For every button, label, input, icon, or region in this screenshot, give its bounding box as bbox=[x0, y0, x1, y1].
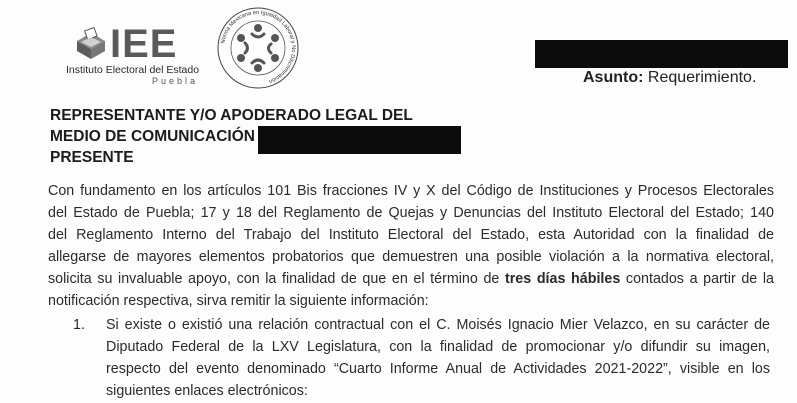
body-line-5 bbox=[48, 271, 774, 287]
logo-acronym: IEE bbox=[110, 22, 178, 66]
subject-label: Asunto: bbox=[583, 69, 644, 86]
list-item-line-2: Diputado Federal de la LXV Legislatura, con la finalidad de promocionar y/o difundir su imagen, bbox=[106, 339, 770, 355]
list-item-line-1: Si existe o existió una relación contractual con el C. Moisés Ignacio Mier Velazco, en su carácter de bbox=[106, 317, 770, 333]
body-line-4: allegarse de mayores elementos probatorios que demuestren una posible violación a la normativa electoral, bbox=[48, 249, 774, 265]
list-item-line-3: respecto del evento denominado “Cuarto Informe Anual de Actividades 2021-2022”, visible en los bbox=[106, 361, 770, 377]
seal-text: Norma Mexicana en Igualdad Laboral y No Discriminación bbox=[220, 9, 297, 85]
redacted-block bbox=[535, 40, 788, 68]
addressee-line-1: REPRESENTANTE Y/O APODERADO LEGAL DEL bbox=[50, 107, 413, 124]
logo-city: Puebla bbox=[152, 76, 199, 86]
subject-line bbox=[583, 69, 756, 87]
body-line-5-start: solicita su invaluable apoyo, con la finalidad de que en el término de bbox=[48, 271, 505, 287]
body-line-1: Con fundamento en los artículos 101 Bis fracciones IV y X del Código de Instituciones y Procesos Electorales bbox=[48, 183, 774, 199]
equality-seal-icon bbox=[216, 6, 300, 90]
deadline-emphasis: tres días hábiles bbox=[504, 271, 621, 287]
list-item-line-4: siguientes enlaces electrónicos: bbox=[106, 383, 308, 399]
ballot-box-icon bbox=[73, 27, 109, 61]
subject-value: Requerimiento. bbox=[647, 69, 757, 86]
body-line-6: notificación respectiva, sirva remitir la siguiente información: bbox=[48, 293, 429, 309]
body-line-5-end: contados a partir de la bbox=[620, 271, 774, 287]
body-line-2: del Estado de Puebla; 17 y 18 del Reglamento de Quejas y Denuncias del Instituto Electoral del Estado; 140 bbox=[48, 205, 774, 221]
addressee-line-2: MEDIO DE COMUNICACIÓN bbox=[50, 128, 255, 145]
body-line-3: del Reglamento Interno del Trabajo del Instituto Electoral del Estado, esta Autoridad con la finalidad de bbox=[48, 227, 774, 243]
addressee-line-3: PRESENTE bbox=[50, 149, 134, 166]
logo-institution-name: Instituto Electoral del Estado bbox=[66, 64, 200, 76]
list-item-number: 1. bbox=[73, 317, 85, 333]
redacted-media-name bbox=[258, 126, 461, 154]
